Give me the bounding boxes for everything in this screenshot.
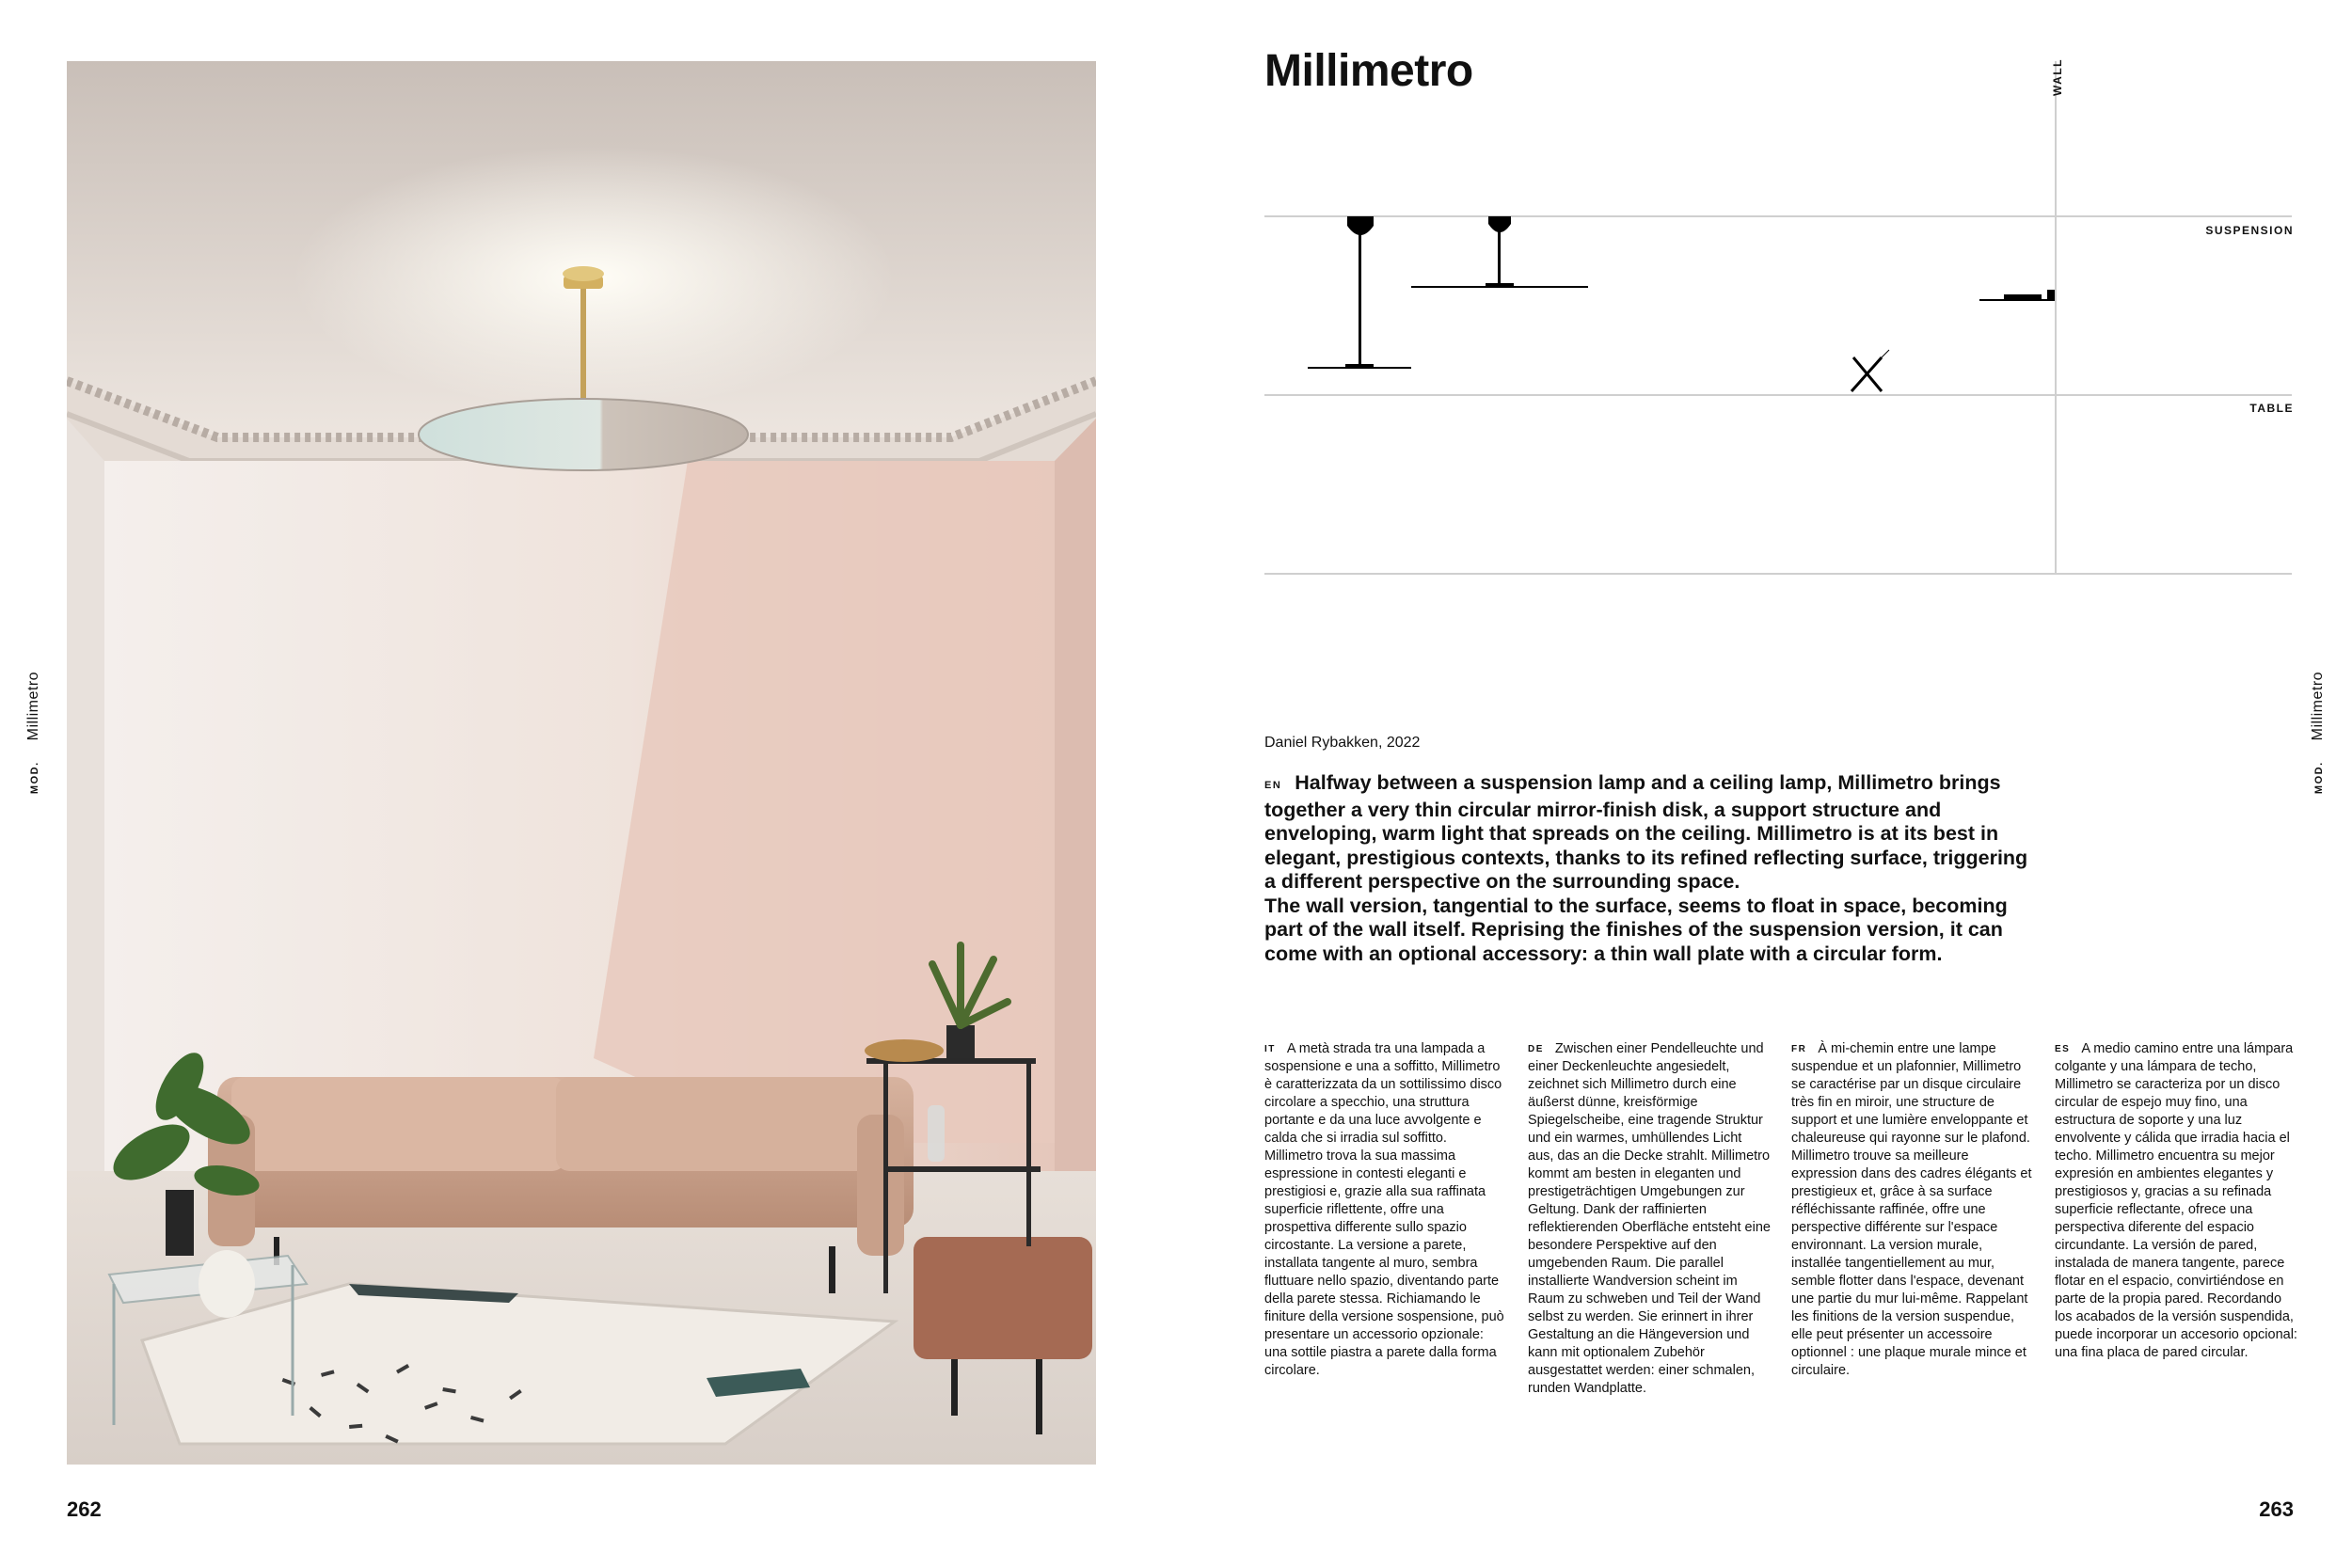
- installation-diagram: [1264, 56, 2292, 583]
- table-lamp-icon: [1851, 350, 1889, 391]
- intro-paragraph-1: EN Halfway between a suspension lamp and a ceiling lamp, Millimetro brings together a very thin circular mirror-finish disk, a support structure and enveloping, warm light that spreads on the ceiling. Millimetro is at its best in elegant, prestigious contexts, thanks to its refined reflecting surface, triggering a different perspective on the surrounding space.: [1264, 771, 2028, 893]
- lang-tag: ES: [2055, 1044, 2071, 1054]
- label-table: TABLE: [2249, 402, 2294, 415]
- column-text: A metà strada tra una lampada a sospensione e una a soffitto, Millimetro è caratterizzata da un sottilissimo disco circolare a specchio, una struttura portante e da una luce avvolgente e calda che si irradia sul soffitto. Millimetro trova la sua massima espressione in contesti eleganti e prestigiosi e, grazie alla sua raffinata superficie riflettente, offre una prospettiva differente sullo spazio circostante. La versione a parete, installata tangente al muro, sembra fluttuare nello spazio, diventando parte della parete stessa. Richiamando le finiture della versione sospensione, può presentare un accessorio opzionale: una sottile piastra a parete dalla forma circolare.: [1264, 1041, 1504, 1378]
- product-title: Millimetro: [1264, 46, 1473, 96]
- mod-prefix: MOD.: [2313, 761, 2325, 795]
- product-name-label: Millimetro: [2310, 671, 2326, 741]
- intro-paragraph-2: The wall version, tangential to the surface, seems to float in space, becoming part of the wall itself. Reprising the finishes of the suspension version, it can come with an optional accessory: a thin wall plate with a circular form.: [1264, 894, 2008, 965]
- column-es: [2055, 1040, 2297, 1362]
- column-it: [1264, 1040, 1507, 1380]
- column-text: Zwischen einer Pendelleuchte und einer Deckenleuchte angesiedelt, zeichnet sich Millimetro durch eine äußerst dünne, kreisförmige Spiegelscheibe, eine tragende Struktur und ein warmes, umhüllendes Licht aus, das an die Decke strahlt. Millimetro kommt am besten in eleganten und prestigeträchtigen Umgebungen zur Geltung. Dank der raffinierten reflektierenden Oberfläche entsteht eine besondere Perspektive auf den umgebenden Raum. Die parallel installierte Wandversion scheint im Raum zu schweben und Teil der Wand selbst zu werden. Sie erinnert in ihrer Gestaltung an die Hängeversion und kann mit optionalem Zubehör ausgestattet werden: einer schmalen, runden Wandplatte.: [1528, 1041, 1771, 1396]
- lang-tag: IT: [1264, 1044, 1276, 1054]
- lang-tag: FR: [1791, 1044, 1807, 1054]
- ceiling-lamp-icon: [1411, 216, 1588, 288]
- column-text: À mi-chemin entre une lampe suspendue et un plafonnier, Millimetro se caractérise par un disque circulaire très fin en miroir, une structure de support et une lumière enveloppante et chaleureuse qui rayonne sur le plafond. Millimetro trouve sa meilleure expression dans des cadres élégants et prestigieux et, grâce à sa surface réfléchissante raffinée, offre une perspective différente sur l'espace environnant. La version murale, installée tangentiellement au mur, semble flotter dans l'espace, devenant une partie du mur lui-même. Rappelant les finitions de la version suspendue, elle peut présenter un accessoire optionnel : une plaque murale mince et circulaire.: [1791, 1041, 2032, 1378]
- label-suspension: SUSPENSION: [2205, 224, 2294, 237]
- side-label-left: [25, 648, 42, 817]
- column-text: A medio camino entre una lámpara colgante y una lámpara de techo, Millimetro se caracteriza por un disco circular de espejo muy fino, una estructura de soporte y una luz envolvente y cálida que irradia hacia el techo. Millimetro encuentra su mejor expresión en ambientes elegantes y prestigiosos y, gracias a su refinada superficie reflectante, ofrece una perspectiva diferente del espacio circundante. La versión de pared, instalada de manera tangente, parece flotar en el espacio, convirtiéndose en parte de la propia pared. Recordando los acabados de la versión suspendida, puede incorporar un accesorio opcional: una fina placa de pared circular.: [2055, 1041, 2297, 1360]
- intro-text-en: [1264, 771, 2036, 966]
- product-name-label: Millimetro: [25, 671, 41, 741]
- page-number-right: 263: [2259, 1497, 2294, 1521]
- label-wall: WALL: [2051, 58, 2064, 96]
- column-de: [1528, 1040, 1771, 1398]
- side-label-right: [2310, 648, 2327, 817]
- product-photo: [67, 61, 1096, 1465]
- page-number-left: 262: [67, 1497, 102, 1521]
- lang-tag: EN: [1264, 780, 1282, 791]
- wall-lamp-icon: [1979, 290, 2055, 301]
- mod-prefix: MOD.: [29, 761, 40, 795]
- lang-tag: DE: [1528, 1044, 1544, 1054]
- pendant-lamp-icon: [1308, 216, 1411, 369]
- column-fr: [1791, 1040, 2034, 1380]
- designer-credit: Daniel Rybakken, 2022: [1264, 735, 1421, 751]
